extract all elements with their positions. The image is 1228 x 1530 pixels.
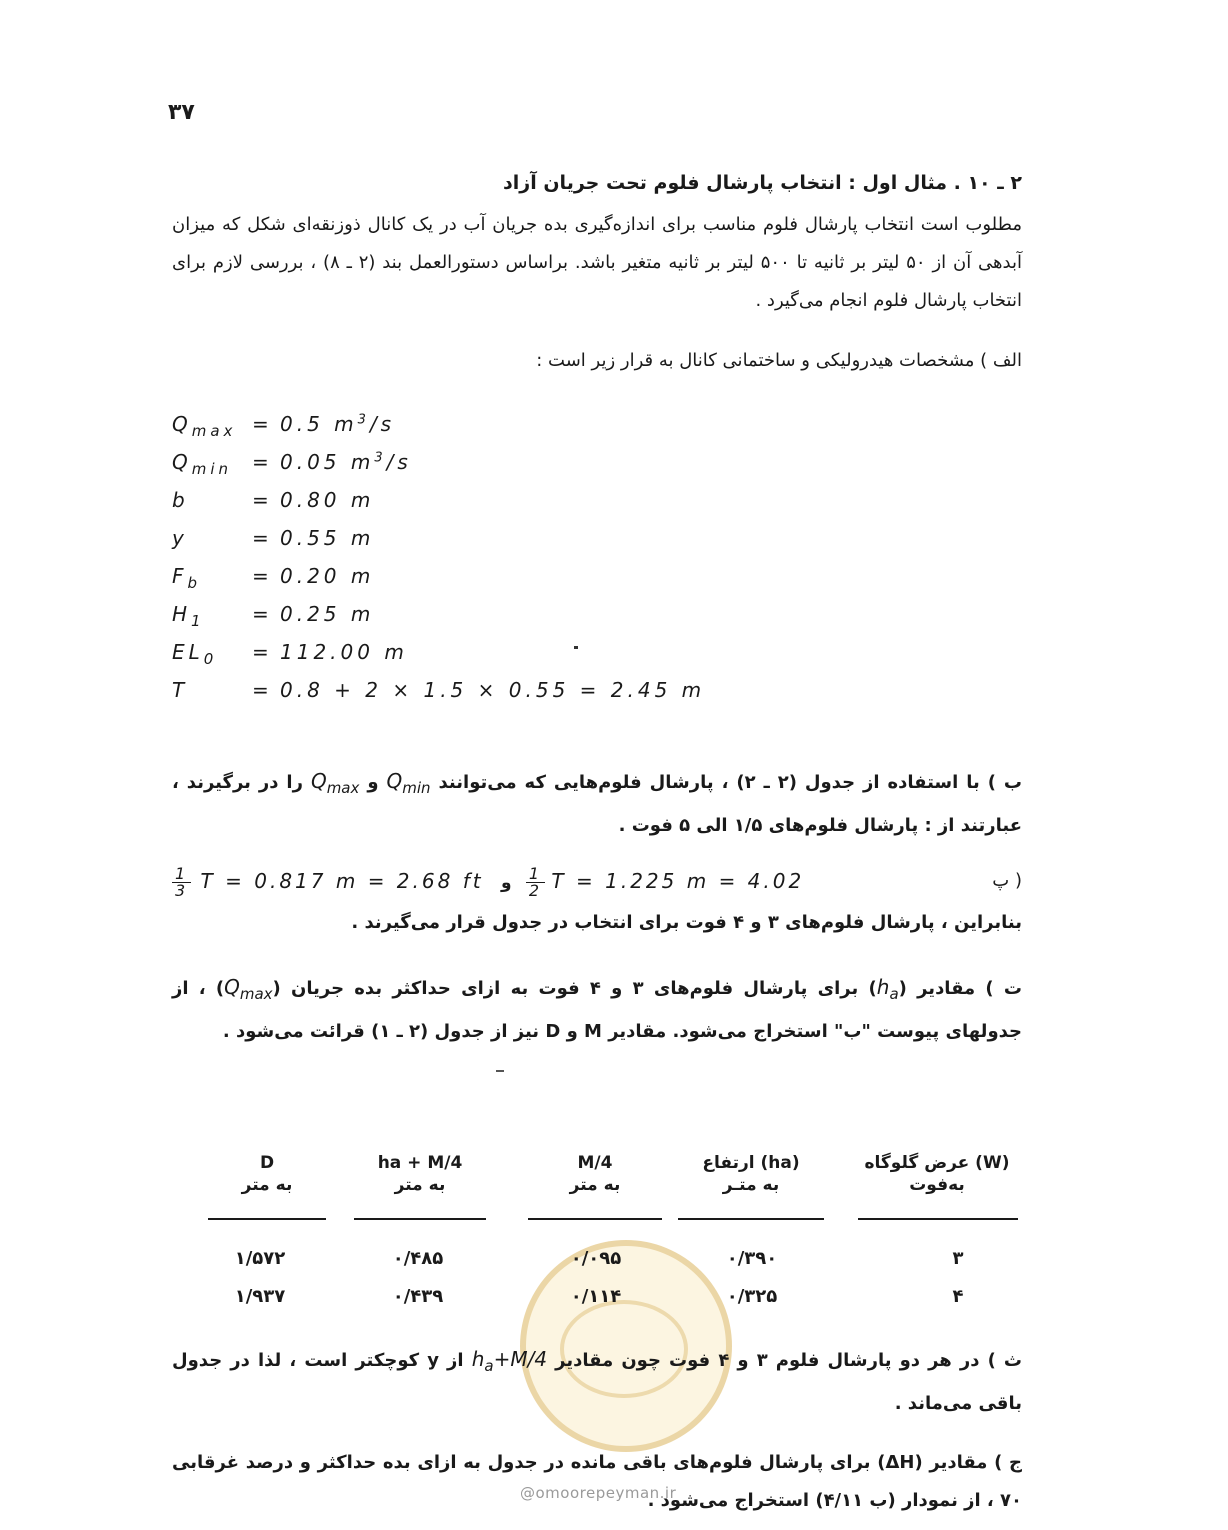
stray-dash (496, 1070, 504, 1072)
variable-row (172, 674, 772, 712)
variable-value: 0.55 m (280, 526, 375, 550)
qmin-symbol: $Q_{min}$ (386, 769, 431, 797)
variable-symbol: $Q_{min}$ (172, 450, 233, 478)
section-te (172, 968, 1022, 1051)
equals-sign: = (252, 526, 273, 550)
header-rule-2 (678, 1218, 824, 1220)
qmax-symbol-te: $Q_{max}$ (224, 975, 273, 1003)
pe-marker: پ ) (992, 870, 1022, 891)
variable-row (172, 598, 772, 636)
table-header-width: عرض گلوگاه (W) به‌فوت (864, 1153, 1010, 1195)
table-cell: ۰/۳۹۰ (726, 1248, 778, 1269)
variable-list (172, 408, 772, 712)
pe-eq-1: T = 0.817 m = 2.68 ft (200, 869, 484, 893)
variable-row (172, 560, 772, 598)
qmax-symbol: $Q_{max}$ (310, 769, 360, 797)
equals-sign: = (252, 602, 273, 626)
fraction-one-third: $\frac{1}{3}$ (172, 866, 191, 899)
variable-value: 112.00 m (280, 640, 408, 664)
the-text-1: ث ) در هر دو پارشال فلوم ۳ و ۴ فوت چون مقادیر (555, 1350, 1022, 1371)
table-cell: ۰/۴۳۹ (392, 1286, 444, 1307)
pe-text: بنابراین ، پارشال فلوم‌های ۳ و ۴ فوت برای انتخاب در جدول قرار می‌گیرند . (351, 912, 1022, 933)
section-be (172, 762, 1022, 845)
ha-plus-m4-expression: $h_a+M/4$ (471, 1347, 548, 1375)
variable-value: 0.05 $m^3/s$ (280, 450, 412, 474)
variable-row (172, 636, 772, 674)
pe-equation (172, 866, 804, 899)
table-header-d: D به متر (241, 1153, 293, 1195)
table-cell: ۰/۳۲۵ (726, 1286, 778, 1307)
te-text-2: ) برای پارشال فلوم‌های ۳ و ۴ فوت به ازای حداکثر بده جریان ( (272, 978, 877, 999)
page-number: ۳۷ (168, 100, 195, 125)
equals-sign: = (252, 412, 273, 436)
be-conj: و (359, 772, 379, 793)
header-rule-1 (858, 1218, 1018, 1220)
table-cell: ۰/۰۹۵ (570, 1248, 622, 1269)
header-rule-4 (354, 1218, 486, 1220)
variable-symbol: $Q_{max}$ (172, 412, 237, 440)
table-cell: ۰/۴۸۵ (392, 1248, 444, 1269)
table-header-m4: M/4 به متر (569, 1153, 621, 1195)
equals-sign: = (252, 678, 273, 702)
te-text-3: ) ، از جدولهای پیوست "ب" استخراج می‌شود. مقادیر M و D نیز از جدول (۲ ـ ۱) قرائت می‌شود . (172, 978, 1022, 1042)
variable-value: 0.80 m (280, 488, 375, 512)
table-header-height: ارتفاع (ha) به متـر (702, 1153, 800, 1195)
variable-symbol: $H_1$ (172, 602, 205, 630)
variable-symbol: $EL_0$ (172, 640, 218, 668)
table-cell: ۳ (952, 1248, 964, 1269)
header-rule-5 (208, 1218, 326, 1220)
be-text-2: را در برگیرند ، عبارتند از : پارشال فلوم‌های ۱/۵ الی ۵ فوت . (172, 772, 1022, 836)
section-the (172, 1340, 1022, 1423)
variable-value: 0.20 m (280, 564, 375, 588)
variable-symbol: T (172, 678, 189, 702)
variable-row (172, 446, 772, 484)
pe-eq-2: T = 1.225 m = 4.02 (551, 869, 805, 893)
the-text-2: از y کوچکتر است ، لذا در جدول باقی می‌ماند . (172, 1350, 1022, 1414)
variable-symbol: y (172, 526, 188, 550)
fraction-one-half: $\frac{1}{2}$ (526, 866, 545, 899)
header-rule-3 (528, 1218, 662, 1220)
table-cell: ۰/۱۱۴ (570, 1286, 622, 1307)
equals-sign: = (252, 488, 273, 512)
table-cell: ۱/۵۷۲ (234, 1248, 286, 1269)
pe-conj: و (500, 873, 512, 893)
variable-value: 0.5 $m^3/s$ (280, 412, 396, 436)
table-cell: ۴ (952, 1286, 964, 1307)
variable-row (172, 484, 772, 522)
variable-value: 0.25 m (280, 602, 375, 626)
variable-symbol: $F_b$ (172, 564, 202, 592)
ha-symbol: $h_a$ (876, 975, 899, 1003)
te-text-1: ت ) مقادیر ( (898, 978, 1022, 999)
table-cell: ۱/۹۳۷ (234, 1286, 286, 1307)
section-alef: الف ) مشخصات هیدرولیکی و ساختمانی کانال به قرار زیر است : (536, 350, 1022, 371)
variable-row (172, 408, 772, 446)
section-jim: ج ) مقادیر (ΔH) برای پارشال فلوم‌های باقی مانده در جدول به ازای بده حداکثر و درصد غرقابی ۷۰ ، از نمودار (ب ۴/۱۱) استخراج می‌شود . (172, 1452, 1022, 1511)
stray-dot (574, 646, 578, 649)
watermark-url: @omoorepeyman.ir (520, 1484, 677, 1502)
intro-paragraph: مطلوب است انتخاب پارشال فلوم مناسب برای اندازه‌گیری بده جریان آب در یک کانال ذوزنقه‌ای شکل که میزان آبدهی آن از ۵۰ لیتر بر ثانیه تا ۵۰۰ لیتر بر ثانیه متغیر باشد. براساس دستورالعمل بند (۲ ـ ۸) ، بررسی لازم برای انتخاب پارشال فلوم انجام می‌گیرد . (172, 214, 1022, 311)
equals-sign: = (252, 450, 273, 474)
variable-value: 0.8 + 2 × 1.5 × 0.55 = 2.45 m (280, 678, 706, 702)
be-text-1: ب ) با استفاده از جدول (۲ ـ ۲) ، پارشال فلوم‌هایی که می‌توانند (438, 772, 1022, 793)
variable-row (172, 522, 772, 560)
equals-sign: = (252, 564, 273, 588)
variable-symbol: b (172, 488, 189, 512)
table-header-ha-m4: ha + M/4 به متر (377, 1153, 463, 1195)
section-heading: ۲ ـ ۱۰ . مثال اول : انتخاب پارشال فلوم تحت جریان آزاد (503, 172, 1022, 194)
equals-sign: = (252, 640, 273, 664)
